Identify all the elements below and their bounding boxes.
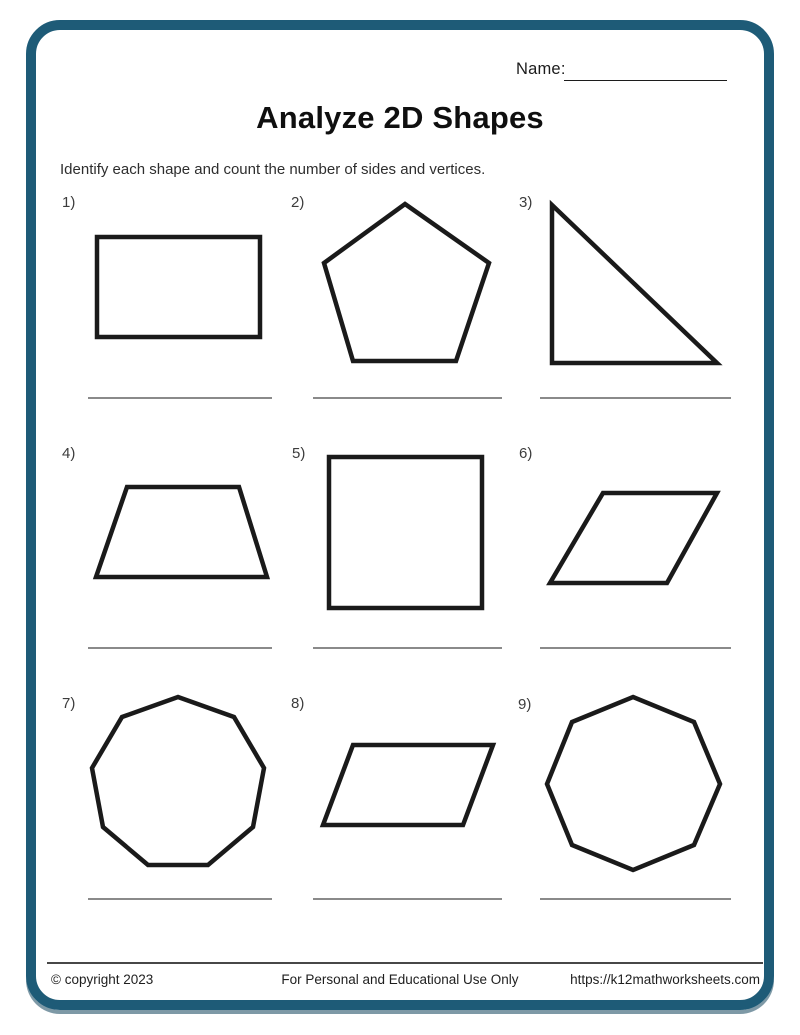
- problem-number-9: 9): [518, 696, 532, 713]
- answer-line-8[interactable]: [313, 898, 502, 900]
- problem-number-3: 3): [519, 194, 533, 211]
- problem-number-7: 7): [62, 695, 76, 712]
- page-title: Analyze 2D Shapes: [256, 100, 544, 135]
- name-fill-in-line[interactable]: [564, 62, 727, 81]
- name-label: Name:: [516, 60, 566, 78]
- problem-number-1: 1): [62, 194, 76, 211]
- footer-divider: [47, 962, 763, 964]
- problem-number-8: 8): [291, 695, 305, 712]
- answer-line-1[interactable]: [88, 397, 272, 399]
- answer-line-6[interactable]: [540, 647, 731, 649]
- footer-usage-note: For Personal and Educational Use Only: [281, 972, 519, 987]
- answer-line-4[interactable]: [88, 647, 272, 649]
- problem-number-4: 4): [62, 445, 76, 462]
- answer-line-3[interactable]: [540, 397, 731, 399]
- answer-line-7[interactable]: [88, 898, 272, 900]
- problem-number-5: 5): [292, 445, 306, 462]
- footer-url: https://k12mathworksheets.com: [570, 972, 760, 987]
- answer-line-5[interactable]: [313, 647, 502, 649]
- instruction-text: Identify each shape and count the number of sides and vertices.: [60, 161, 486, 178]
- problem-number-2: 2): [291, 194, 305, 211]
- footer-copyright: © copyright 2023: [51, 972, 154, 987]
- answer-line-2[interactable]: [313, 397, 502, 399]
- answer-line-9[interactable]: [540, 898, 731, 900]
- problem-number-6: 6): [519, 445, 533, 462]
